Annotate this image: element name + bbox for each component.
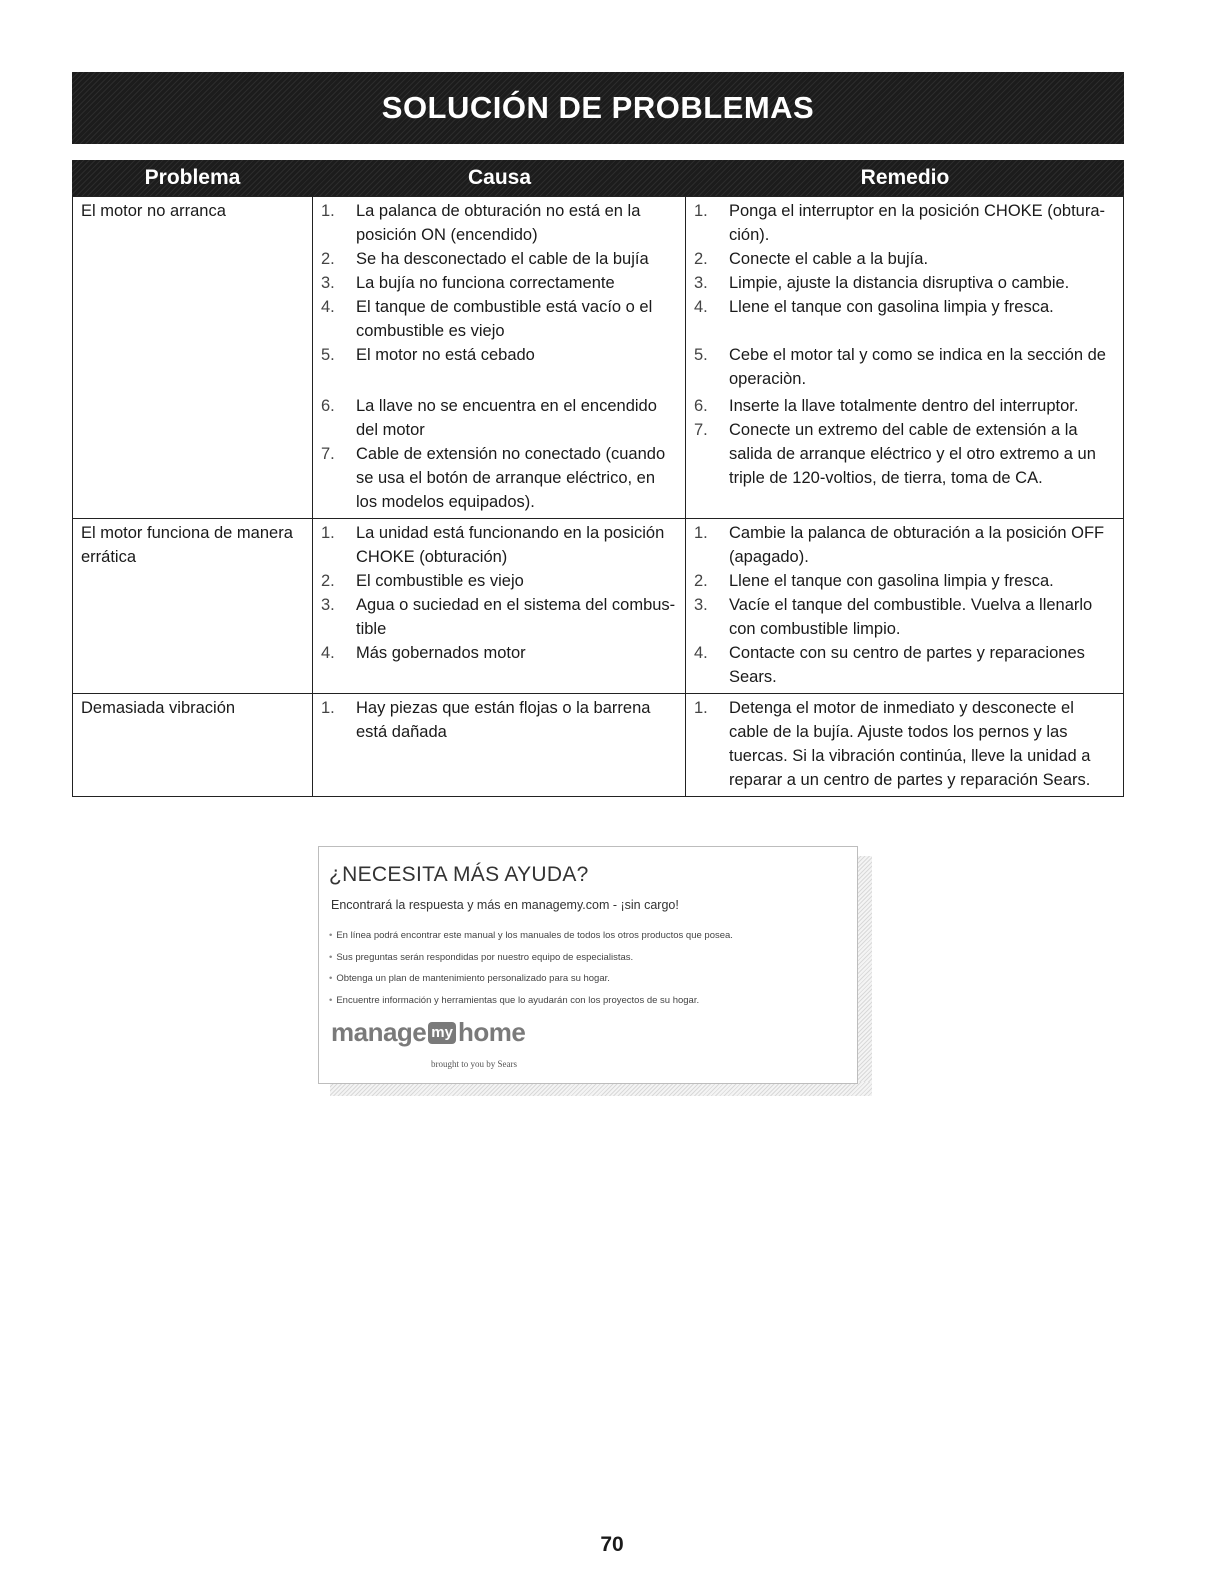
logo-home-text: home	[457, 1017, 526, 1047]
list-item	[321, 593, 677, 641]
item-text: Cable de extensión no conectado (cuando se usa el botón de arranque eléctrico, en los modelos equipados).	[356, 445, 666, 511]
list-item	[694, 394, 1115, 418]
item-text: Conecte un extremo del cable de extensión a la salida de arranque eléctrico y el otro extremo a un triple de 120-voltios, de tierra, toma de CA.	[729, 421, 1096, 487]
item-text: Conecte el cable a la bujía.	[729, 250, 929, 268]
problem-cell: Demasiada vibración	[72, 694, 313, 796]
help-box-shadow	[856, 856, 872, 1094]
list-item	[321, 442, 677, 514]
item-text: Encuentre información y herramientas que lo ayudarán con los proyectos de su hogar.	[336, 994, 700, 1006]
item-number: 4.	[321, 644, 335, 662]
logo-tagline: brought to you by Sears	[431, 1059, 517, 1069]
item-text: La unidad está funcionando en la posición CHOKE (obturación)	[356, 524, 665, 566]
item-text: La bujía no funciona correctamente	[356, 274, 615, 292]
list-item	[694, 418, 1115, 490]
bullet-icon: •	[329, 951, 333, 963]
bullet-icon: •	[329, 994, 333, 1006]
list-item	[321, 569, 677, 593]
item-number: 2.	[694, 250, 708, 268]
item-number: 4.	[321, 298, 335, 316]
item-number: 1.	[694, 699, 708, 717]
item-number: 3.	[321, 274, 335, 292]
list-item	[321, 199, 677, 247]
table-row	[72, 693, 1124, 796]
item-number: 1.	[694, 202, 708, 220]
item-text: Llene el tanque con gasolina limpia y fresca.	[729, 298, 1054, 316]
table-header	[72, 160, 1124, 196]
item-number: 2.	[321, 572, 335, 590]
list-item	[321, 271, 677, 295]
list-item	[694, 696, 1115, 792]
table-row	[72, 196, 1124, 518]
item-text: Llene el tanque con gasolina limpia y fresca.	[729, 572, 1054, 590]
item-number: 1.	[321, 524, 335, 542]
list-item	[321, 521, 677, 569]
list-item	[694, 295, 1115, 343]
list-item	[329, 925, 733, 947]
item-number: 4.	[694, 298, 708, 316]
item-text: La palanca de obturación no está en la posición ON (encendido)	[356, 202, 641, 244]
list-item	[694, 641, 1115, 689]
list-item	[694, 343, 1115, 394]
item-text: Obtenga un plan de mantenimiento personalizado para su hogar.	[336, 973, 610, 984]
page-number: 70	[600, 1533, 624, 1556]
item-text: Detenga el motor de inmediato y desconecte el cable de la bujía. Ajuste todos los pernos y las tuercas. Si la vibración continúa, lleve la unidad a reparar a un centro de partes y reparación Sears.	[729, 699, 1091, 789]
title-banner	[72, 72, 1124, 144]
header-remedio: Remedio	[860, 166, 950, 189]
item-text: La llave no se encuentra en el encendido del motor	[356, 397, 657, 439]
item-number: 7.	[694, 421, 708, 439]
help-bullet-list	[329, 925, 733, 1011]
item-text: Limpie, ajuste la distancia disruptiva o cambie.	[729, 274, 1070, 292]
item-text: El motor no está cebado	[356, 346, 535, 364]
item-text: El combustible es viejo	[356, 572, 524, 590]
list-item	[694, 593, 1115, 641]
item-text: Cebe el motor tal y como se indica en la sección de operaciòn.	[729, 346, 1106, 388]
list-item	[329, 947, 733, 969]
list-item	[321, 247, 677, 271]
item-number: 5.	[694, 346, 708, 364]
list-item	[694, 521, 1115, 569]
help-subtitle: Encontrará la respuesta y más en managemy.com - ¡sin cargo!	[331, 898, 679, 912]
cause-cell	[313, 519, 686, 693]
bullet-icon: •	[329, 930, 333, 941]
item-text: Contacte con su centro de partes y reparaciones Sears.	[729, 644, 1085, 686]
remedy-cell	[686, 694, 1124, 796]
help-box	[318, 846, 858, 1084]
page-title: SOLUCIÓN DE PROBLEMAS	[381, 90, 815, 125]
list-item	[321, 696, 677, 744]
list-item	[694, 271, 1115, 295]
item-number: 7.	[321, 445, 335, 463]
item-text: Hay piezas que están flojas o la barrena está dañada	[356, 699, 651, 741]
header-problema: Problema	[144, 166, 241, 189]
problem-cell: El motor no arranca	[72, 197, 313, 518]
item-number: 2.	[321, 250, 335, 268]
managemyhome-logo	[331, 1017, 525, 1048]
logo-my-badge: my	[428, 1022, 456, 1044]
help-box-shadow	[330, 1082, 872, 1096]
problem-cell: El motor funciona de manera errática	[72, 519, 313, 693]
list-item	[321, 394, 677, 442]
item-number: 5.	[321, 346, 335, 364]
troubleshooting-table	[72, 160, 1124, 797]
item-number: 1.	[694, 524, 708, 542]
item-text: Cambie la palanca de obturación a la posición OFF (apagado).	[729, 524, 1105, 566]
cause-cell	[313, 197, 686, 518]
list-item	[321, 295, 677, 343]
item-text: Ponga el interruptor en la posición CHOKE (obtura-ción).	[729, 202, 1106, 244]
list-item	[694, 199, 1115, 247]
list-item	[321, 641, 677, 665]
item-text: Inserte la llave totalmente dentro del interruptor.	[729, 397, 1079, 415]
item-number: 1.	[321, 202, 335, 220]
remedy-cell	[686, 197, 1124, 518]
remedy-cell	[686, 519, 1124, 693]
list-item	[329, 968, 733, 990]
list-item	[694, 569, 1115, 593]
item-text: El tanque de combustible está vacío o el combustible es viejo	[356, 298, 653, 340]
logo-manage-text: manage	[331, 1017, 427, 1047]
item-number: 4.	[694, 644, 708, 662]
item-text: Agua o suciedad en el sistema del combus-tible	[356, 596, 676, 638]
item-number: 3.	[321, 596, 335, 614]
item-number: 1.	[321, 699, 335, 717]
item-text: En línea podrá encontrar este manual y los manuales de todos los otros productos que posea.	[336, 930, 733, 941]
item-number: 6.	[321, 397, 335, 415]
item-text: Sus preguntas serán respondidas por nuestro equipo de especialistas.	[336, 951, 634, 963]
item-number: 2.	[694, 572, 708, 590]
item-number: 3.	[694, 596, 708, 614]
item-number: 3.	[694, 274, 708, 292]
bullet-icon: •	[329, 973, 333, 984]
list-item	[321, 343, 677, 394]
cause-cell	[313, 694, 686, 796]
item-number: 6.	[694, 397, 708, 415]
item-text: Se ha desconectado el cable de la bujía	[356, 250, 649, 268]
list-item	[694, 247, 1115, 271]
item-text: Vacíe el tanque del combustible. Vuelva a llenarlo con combustible limpio.	[729, 596, 1093, 638]
help-title: ¿NECESITA MÁS AYUDA?	[329, 863, 589, 886]
header-causa: Causa	[467, 166, 532, 189]
item-text: Más gobernados motor	[356, 644, 526, 662]
list-item	[329, 990, 733, 1012]
table-row	[72, 518, 1124, 693]
